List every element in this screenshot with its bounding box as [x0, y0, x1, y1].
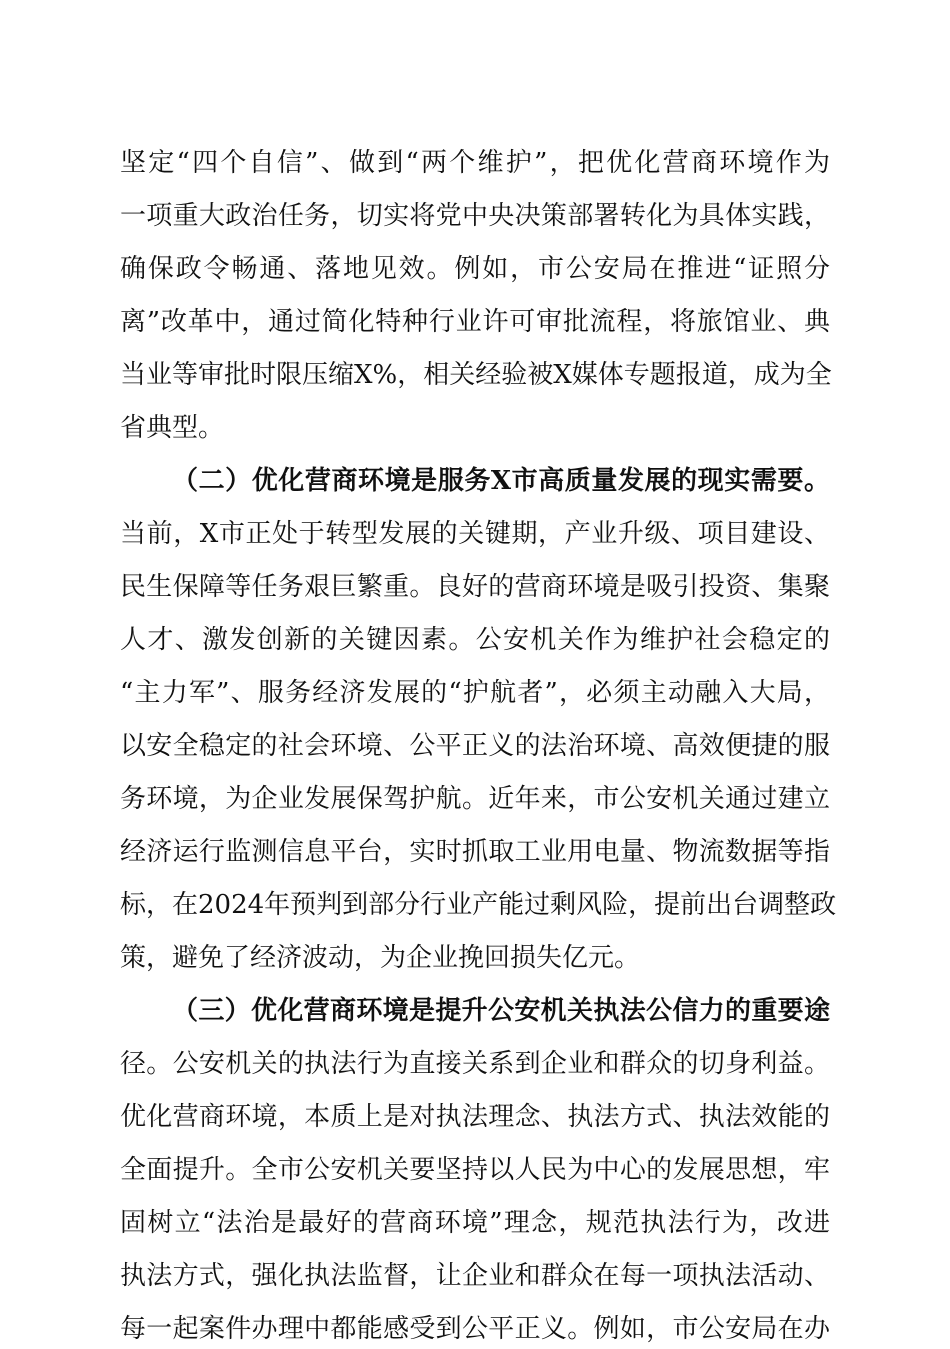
paragraph-1-line-2: 一项重大政治任务，切实将党中央决策部署转化为具体实践，: [120, 201, 830, 231]
paragraph-3-line-2: 优化营商环境，本质上是对执法理念、执法方式、执法效能的: [120, 1102, 830, 1132]
paragraph-1-line-1: 坚定“四个自信”、做到“两个维护”，把优化营商环境作为: [120, 148, 830, 178]
paragraph-1-line-5: 当业等审批时限压缩X%，相关经验被X媒体专题报道，成为全: [120, 360, 832, 390]
paragraph-3-line-4: 固树立“法治是最好的营商环境”理念，规范执法行为，改进: [120, 1208, 830, 1238]
paragraph-2-line-4: “主力军”、服务经济发展的“护航者”，必须主动融入大局，: [120, 678, 830, 708]
paragraph-3-line-6: 每一起案件办理中都能感受到公平正义。例如，市公安局在办: [120, 1314, 830, 1344]
paragraph-1-line-6: 省典型。: [120, 413, 225, 443]
paragraph-2-line-8: 标，在2024年预判到部分行业产能过剩风险，提前出台调整政: [120, 890, 837, 920]
paragraph-2-line-1: 当前，X市正处于转型发展的关键期，产业升级、项目建设、: [120, 519, 830, 549]
section-3-heading: （三）优化营商环境是提升公安机关执法公信力的重要途: [172, 996, 830, 1026]
section-2-heading: （二）优化营商环境是服务X市高质量发展的现实需要。: [172, 466, 830, 496]
paragraph-1-line-3: 确保政令畅通、落地见效。例如，市公安局在推进“证照分: [120, 254, 830, 284]
paragraph-1-line-4: 离”改革中，通过简化特种行业许可审批流程，将旅馆业、典: [120, 307, 830, 337]
paragraph-3-line-1: 径。公安机关的执法行为直接关系到企业和群众的切身利益。: [120, 1049, 830, 1079]
paragraph-3-line-5: 执法方式，强化执法监督，让企业和群众在每一项执法活动、: [120, 1261, 830, 1291]
paragraph-2-line-2: 民生保障等任务艰巨繁重。良好的营商环境是吸引投资、集聚: [120, 572, 830, 602]
paragraph-2-line-3: 人才、激发创新的关键因素。公安机关作为维护社会稳定的: [120, 625, 830, 655]
paragraph-2-line-9: 策，避免了经济波动，为企业挽回损失亿元。: [120, 943, 641, 973]
paragraph-2-line-6: 务环境，为企业发展保驾护航。近年来，市公安机关通过建立: [120, 784, 830, 814]
paragraph-3-line-3: 全面提升。全市公安机关要坚持以人民为中心的发展思想，牢: [120, 1155, 830, 1185]
paragraph-2-line-5: 以安全稳定的社会环境、公平正义的法治环境、高效便捷的服: [120, 731, 830, 761]
paragraph-2-line-7: 经济运行监测信息平台，实时抓取工业用电量、物流数据等指: [120, 837, 830, 867]
